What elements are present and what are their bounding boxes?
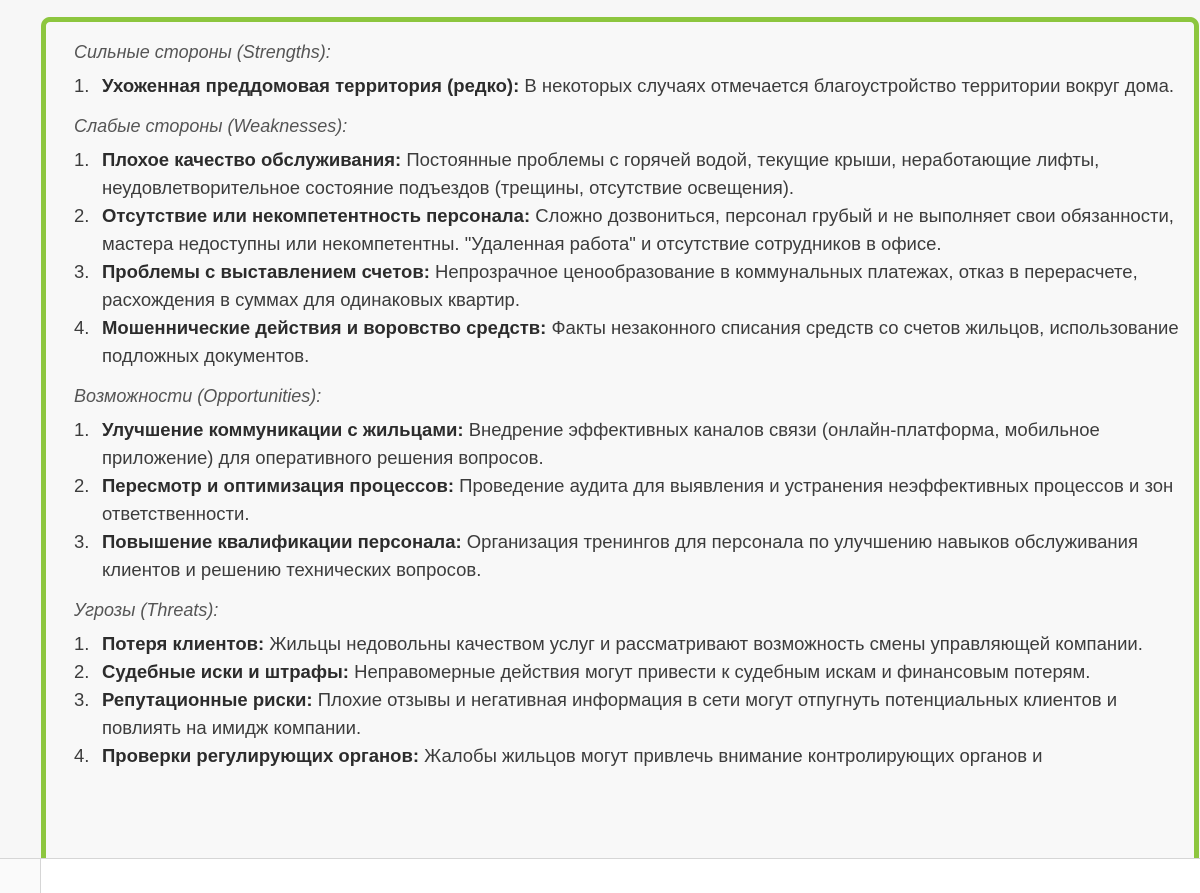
- section-heading-threats: Угрозы (Threats):: [74, 600, 219, 620]
- list-item: [74, 314, 1180, 370]
- item-text: Организация тренингов для персонала по улучшению навыков обслуживания клиентов и решению технических вопросов.: [102, 531, 1138, 580]
- list-number: 2.: [74, 661, 90, 682]
- item-text: Факты незаконного списания средств со счетов жильцов, использование подложных документов.: [102, 317, 1179, 366]
- section-heading-weaknesses: Слабые стороны (Weaknesses):: [74, 116, 348, 136]
- item-term: Повышение квалификации персонала:: [102, 531, 462, 552]
- item-term: Судебные иски и штрафы:: [102, 661, 349, 682]
- item-text: Внедрение эффективных каналов связи (онлайн-платформа, мобильное приложение) для оперативного решения вопросов.: [102, 419, 1100, 468]
- list-item: [74, 658, 1180, 686]
- list-opportunities: [74, 416, 1180, 584]
- item-term: Пересмотр и оптимизация процессов:: [102, 475, 455, 496]
- item-term: Плохое качество обслуживания:: [102, 149, 402, 170]
- item-text: Постоянные проблемы с горячей водой, текущие крыши, неработающие лифты, неудовлетворительное состояние подъездов (трещины, отсутствие освещения).: [102, 149, 1100, 198]
- highlighted-response-frame: [41, 17, 1199, 891]
- list-number: 3.: [74, 261, 90, 282]
- list-item: [74, 72, 1180, 100]
- list-item: [74, 202, 1180, 258]
- item-text: Жильцы недовольны качеством услуг и рассматривают возможность смены управляющей компании.: [264, 633, 1143, 654]
- list-strengths: [74, 72, 1180, 100]
- list-item: [74, 630, 1180, 658]
- list-number: 1.: [74, 419, 90, 440]
- item-term: Репутационные риски:: [102, 689, 313, 710]
- list-number: 3.: [74, 531, 90, 552]
- item-term: Отсутствие или некомпетентность персонала:: [102, 205, 531, 226]
- list-number: 2.: [74, 205, 90, 226]
- bottom-bar: [0, 858, 1200, 893]
- item-text: Неправомерные действия могут привести к судебным искам и финансовым потерям.: [348, 661, 1091, 682]
- list-item: [74, 528, 1180, 584]
- list-number: 3.: [74, 689, 90, 710]
- list-weaknesses: [74, 146, 1180, 370]
- section-heading-strengths: Сильные стороны (Strengths):: [74, 42, 331, 62]
- list-number: 4.: [74, 745, 90, 766]
- item-term: Мошеннические действия и воровство средств:: [102, 317, 547, 338]
- item-text: Жалобы жильцов могут привлечь внимание контролирующих органов и: [419, 745, 1043, 766]
- list-number: 1.: [74, 75, 90, 96]
- list-item: [74, 472, 1180, 528]
- list-item: [74, 416, 1180, 472]
- left-gutter: [0, 0, 42, 892]
- list-item: [74, 742, 1180, 770]
- item-text: Плохие отзывы и негативная информация в сети могут отпугнуть потенциальных клиентов и повлиять на имидж компании.: [102, 689, 1118, 738]
- list-threats: [74, 630, 1180, 770]
- swot-content: [74, 32, 1180, 776]
- bottom-bar-left-panel: [0, 859, 41, 893]
- item-text: Проведение аудита для выявления и устранения неэффективных процессов и зон ответственности.: [102, 475, 1174, 524]
- item-text: Непрозрачное ценообразование в коммунальных платежах, отказ в перерасчете, расхождения в суммах для одинаковых квартир.: [102, 261, 1138, 310]
- item-text: Сложно дозвониться, персонал грубый и не выполняет свои обязанности, мастера недоступны или некомпетентны. "Удаленная работа" и отсутствие сотрудников в офисе.: [102, 205, 1174, 254]
- item-term: Потеря клиентов:: [102, 633, 265, 654]
- list-item: [74, 146, 1180, 202]
- list-number: 4.: [74, 317, 90, 338]
- section-heading-opportunities: Возможности (Opportunities):: [74, 386, 322, 406]
- list-item: [74, 258, 1180, 314]
- item-term: Проблемы с выставлением счетов:: [102, 261, 430, 282]
- item-term: Улучшение коммуникации с жильцами:: [102, 419, 464, 440]
- item-text: В некоторых случаях отмечается благоустройство территории вокруг дома.: [519, 75, 1175, 96]
- list-number: 2.: [74, 475, 90, 496]
- list-number: 1.: [74, 633, 90, 654]
- list-number: 1.: [74, 149, 90, 170]
- list-item: [74, 686, 1180, 742]
- item-term: Ухоженная преддомовая территория (редко):: [102, 75, 520, 96]
- item-term: Проверки регулирующих органов:: [102, 745, 420, 766]
